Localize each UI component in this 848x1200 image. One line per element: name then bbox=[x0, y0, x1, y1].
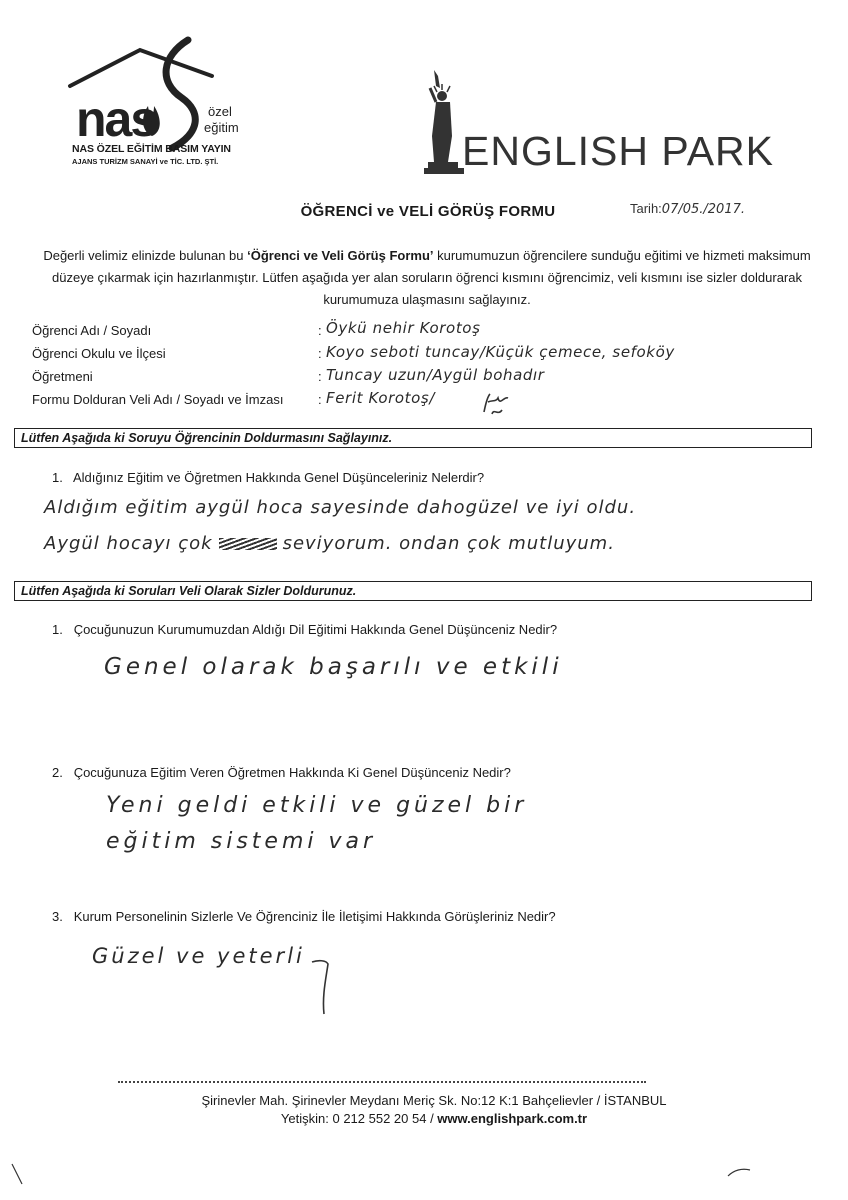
student-school-label: Öğrenci Okulu ve İlçesi bbox=[32, 346, 166, 361]
date-label: Tarih: bbox=[630, 201, 662, 216]
parent-question-3: 3. Kurum Personelinin Sizlerle Ve Öğrenciniz İle İletişimi Hakkında Görüşleriniz Nedir? bbox=[52, 909, 556, 924]
student-name-value[interactable]: Öykü nehir Korotoş bbox=[326, 319, 481, 337]
student-section-heading: Lütfen Aşağıda ki Soruyu Öğrencinin Doldurmasını Sağlayınız. bbox=[14, 428, 812, 448]
stray-pen-mark-2 bbox=[724, 1164, 754, 1180]
student-school-value[interactable]: Koyo seboti tuncay/Küçük çemece, sefoköy bbox=[326, 343, 675, 361]
parent-question-2: 2. Çocuğunuza Eğitim Veren Öğretmen Hakkında Ki Genel Düşünceniz Nedir? bbox=[52, 765, 511, 780]
date-value: 07/05./2017. bbox=[661, 202, 745, 217]
intro-form-name: ‘Öğrenci ve Veli Görüş Formu’ bbox=[247, 248, 434, 263]
date-field[interactable] bbox=[630, 201, 745, 217]
pen-stroke-mark bbox=[308, 958, 332, 1018]
parent-signature bbox=[478, 388, 518, 418]
intro-paragraph: Değerli velimiz elinizde bulunan bu ‘Öğrenci ve Veli Görüş Formu’ kurumumuzun öğrencilere sunduğu eğitimi ve hizmeti maksimum düzeye çıkarmak için hazırlanmıştır. Lütfen aşağıda yer alan soruların öğrenci kısmını öğrencimiz, veli kısmını ise sizler doldurarak kurumumuza ulaşmasını sağlayınız. bbox=[43, 248, 811, 307]
parent-question-1: 1. Çocuğunuzun Kurumumuzdan Aldığı Dil Eğitimi Hakkında Genel Düşünceniz Nedir? bbox=[52, 622, 558, 637]
crossed-out-scribble bbox=[219, 538, 277, 550]
form-title: ÖĞRENCİ ve VELİ GÖRÜŞ FORMU bbox=[300, 203, 556, 220]
nas-company-line1: NAS ÖZEL EĞİTİM BASIM YAYIN bbox=[72, 143, 231, 155]
footer-website[interactable]: www.englishpark.com.tr bbox=[437, 1111, 588, 1126]
nas-egitim: eğitim bbox=[204, 120, 239, 135]
student-name-label: Öğrenci Adı / Soyadı bbox=[32, 323, 152, 338]
parent-answer-3[interactable]: Güzel ve yeterli bbox=[92, 944, 305, 968]
english-park-wordmark: ENGLISH PARK bbox=[462, 128, 774, 174]
footer-phone: Yetişkin: 0 212 552 20 54 bbox=[280, 1111, 427, 1126]
footer-divider bbox=[118, 1081, 646, 1083]
footer-address: Şirinevler Mah. Şirinevler Meydanı Meriç Sk. No:12 K:1 Bahçelievler / İSTANBUL bbox=[201, 1093, 667, 1108]
stray-pen-mark bbox=[8, 1160, 28, 1190]
student-question-1: 1. Aldığınız Eğitim ve Öğretmen Hakkında Genel Düşünceleriniz Nelerdir? bbox=[52, 470, 485, 485]
parent-answer-1[interactable]: Genel olarak başarılı ve etkili bbox=[104, 654, 563, 680]
footer-contact: Yetişkin: 0 212 552 20 54 / www.englishpark.com.tr bbox=[280, 1111, 588, 1126]
parent-answer-2-line2[interactable]: eğitim sistemi var bbox=[106, 829, 377, 854]
nas-ozel: özel bbox=[208, 104, 232, 119]
student-answer-1-line2[interactable]: Aygül hocayı çok seviyorum. ondan çok mutluyum. bbox=[44, 533, 615, 554]
nas-logo bbox=[62, 36, 262, 176]
student-answer-1-line1[interactable]: Aldığım eğitim aygül hoca sayesinde dahogüzel ve iyi oldu. bbox=[44, 497, 637, 518]
parent-answer-2-line1[interactable]: Yeni geldi etkili ve güzel bir bbox=[106, 793, 528, 818]
teacher-label: Öğretmeni bbox=[32, 369, 93, 384]
parent-name-label: Formu Dolduran Veli Adı / Soyadı ve İmzası bbox=[32, 392, 284, 407]
parent-name-value[interactable]: Ferit Korotoş/ bbox=[326, 389, 435, 407]
teacher-value[interactable]: Tuncay uzun/Aygül bohadır bbox=[326, 366, 545, 384]
statue-of-liberty-icon bbox=[424, 66, 466, 176]
nas-wordmark: nas bbox=[76, 91, 157, 147]
parent-section-heading: Lütfen Aşağıda ki Soruları Veli Olarak Sizler Doldurunuz. bbox=[14, 581, 812, 601]
nas-company-line2: AJANS TURİZM SANAYİ ve TİC. LTD. ŞTİ. bbox=[72, 157, 219, 166]
